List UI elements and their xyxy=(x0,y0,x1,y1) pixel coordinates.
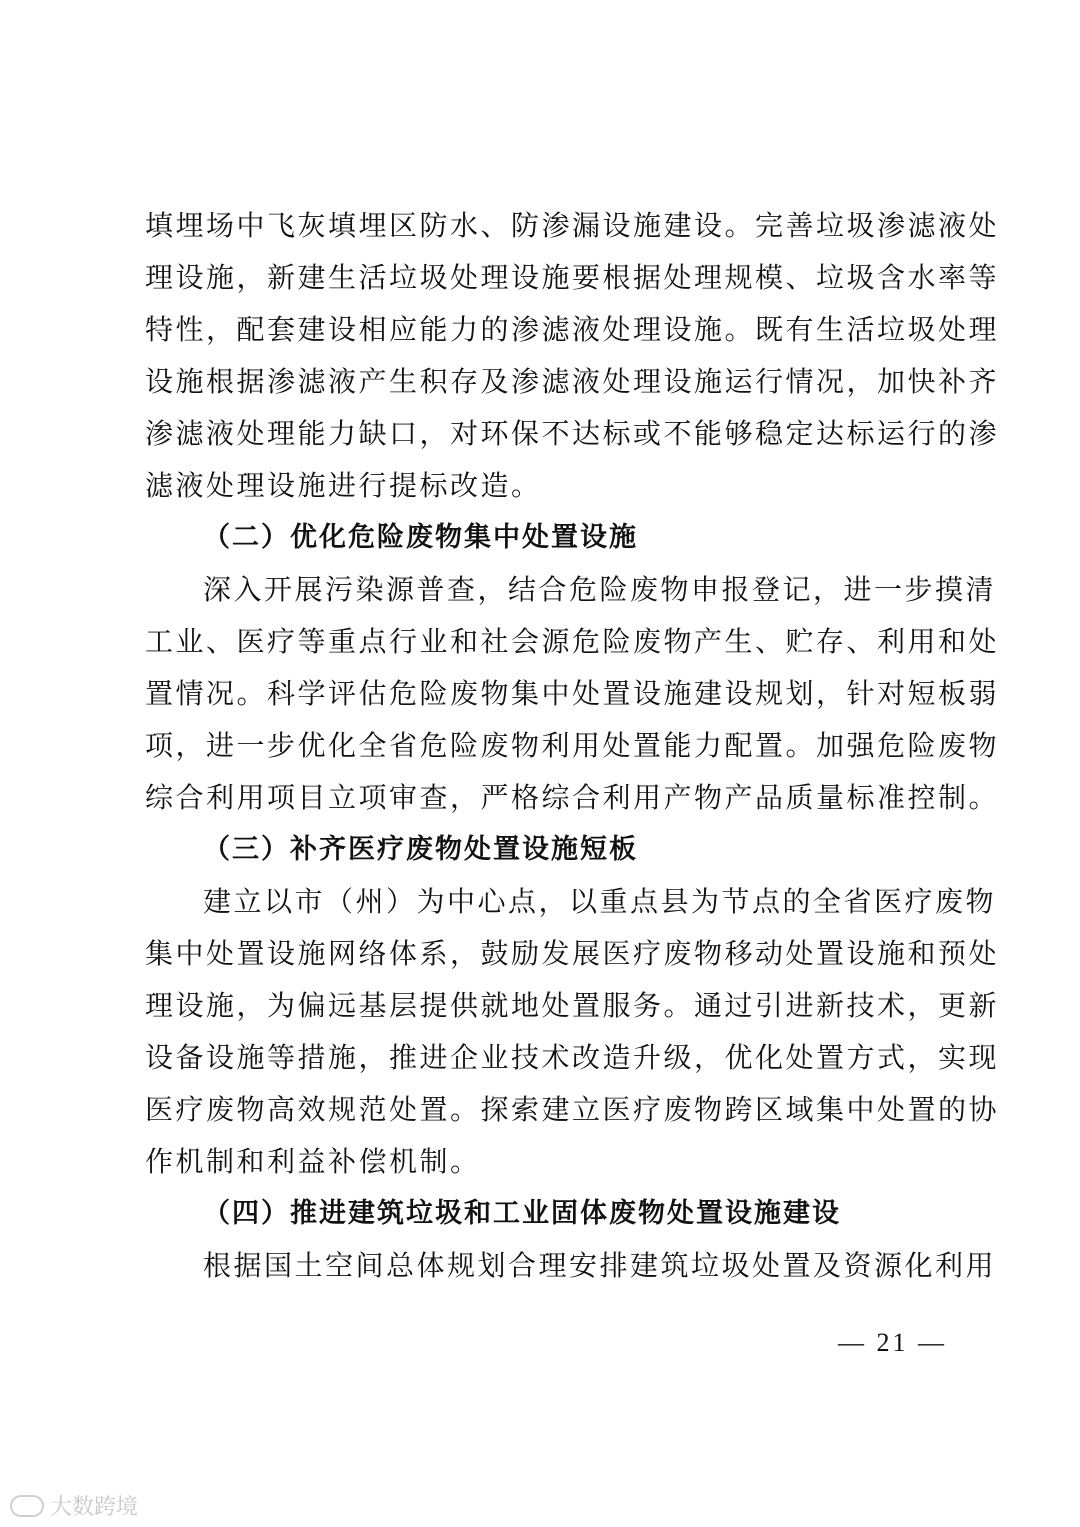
section-heading: （三）补齐医疗废物处置设施短板 xyxy=(203,834,638,865)
text-line: 理设施，为偏远基层提供就地处置服务。通过引进新技术，更新 xyxy=(145,989,1000,1022)
paragraph xyxy=(145,564,1000,824)
document-body xyxy=(145,200,1000,1292)
section-heading: （四）推进建筑垃圾和工业固体废物处置设施建设 xyxy=(203,1198,841,1229)
text-line: 渗滤液处理能力缺口，对环保不达标或不能够稳定达标运行的渗 xyxy=(145,417,1000,450)
text-line: 医疗废物高效规范处置。探索建立医疗废物跨区域集中处置的协 xyxy=(145,1093,1000,1126)
text-line: 集中处置设施网络体系，鼓励发展医疗废物移动处置设施和预处 xyxy=(145,937,1000,970)
text-line: 设施根据渗滤液产生积存及渗滤液处理设施运行情况，加快补齐 xyxy=(145,365,1000,398)
text-line: 项，进一步优化全省危险废物利用处置能力配置。加强危险废物 xyxy=(145,729,1000,762)
text-line: 建立以市（州）为中心点，以重点县为节点的全省医疗废物 xyxy=(203,885,997,918)
text-line: 深入开展污染源普查，结合危险废物申报登记，进一步摸清 xyxy=(203,573,997,606)
watermark-logo-icon xyxy=(10,1495,44,1517)
paragraph xyxy=(145,876,1000,1188)
text-line: 填埋场中飞灰填埋区防水、防渗漏设施建设。完善垃圾渗滤液处 xyxy=(145,209,1000,242)
section-heading: （二）优化危险废物集中处置设施 xyxy=(203,522,638,553)
text-line: 综合利用项目立项审查，严格综合利用产物产品质量标准控制。 xyxy=(145,781,1000,814)
text-line: 根据国土空间总体规划合理安排建筑垃圾处置及资源化利用 xyxy=(203,1249,997,1282)
paragraph xyxy=(145,200,1000,512)
text-line: 工业、医疗等重点行业和社会源危险废物产生、贮存、利用和处 xyxy=(145,625,1000,658)
text-line: 作机制和利益补偿机制。 xyxy=(145,1145,481,1178)
watermark-text: 大数跨境 xyxy=(50,1495,139,1520)
text-line: 设备设施等措施，推进企业技术改造升级，优化处置方式，实现 xyxy=(145,1041,1000,1074)
text-line: 滤液处理设施进行提标改造。 xyxy=(145,469,542,502)
text-line: 置情况。科学评估危险废物集中处置设施建设规划，针对短板弱 xyxy=(145,677,1000,710)
text-line: 特性，配套建设相应能力的渗滤液处理设施。既有生活垃圾处理 xyxy=(145,313,1000,346)
watermark xyxy=(10,1490,138,1521)
text-line: 理设施，新建生活垃圾处理设施要根据处理规模、垃圾含水率等 xyxy=(145,261,1000,294)
page-number: — 21 — xyxy=(838,1328,947,1357)
paragraph xyxy=(145,1240,997,1292)
